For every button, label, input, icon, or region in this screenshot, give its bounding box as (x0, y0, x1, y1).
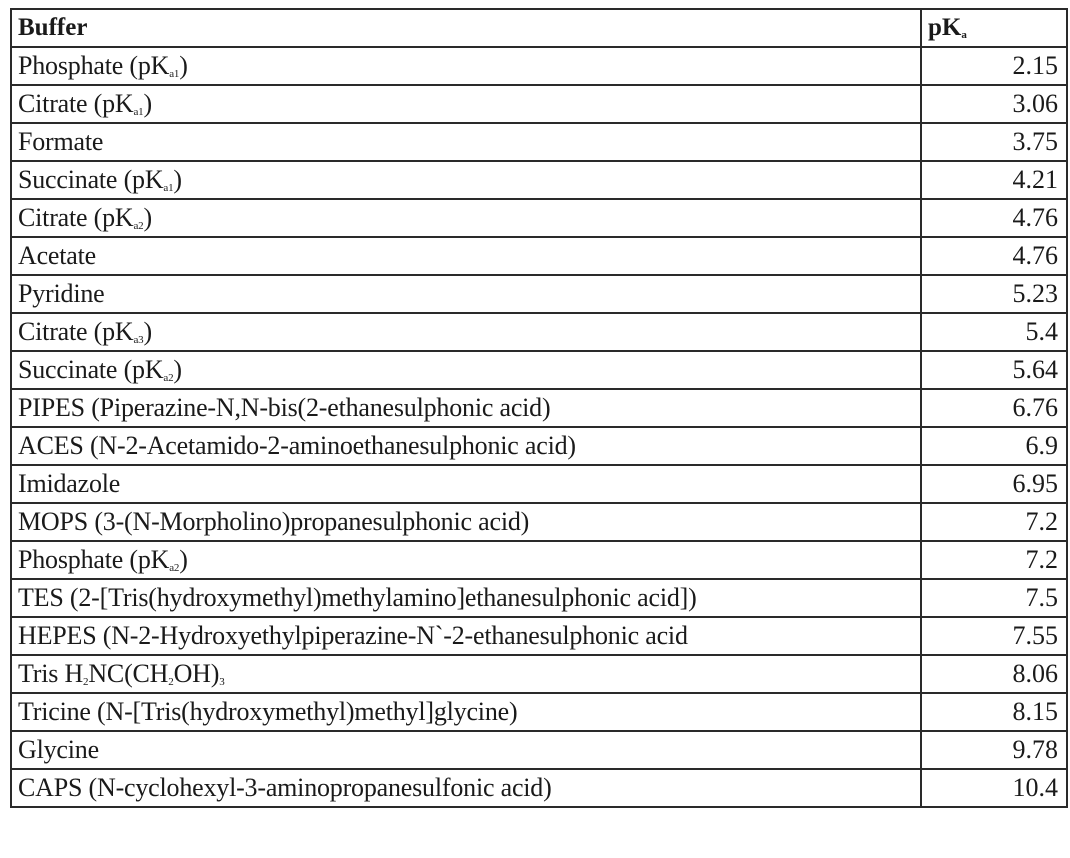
buffer-name-tail: ) (143, 89, 152, 118)
buffer-name-cell (11, 769, 921, 807)
table-row (11, 579, 1067, 617)
buffer-name-cell (11, 237, 921, 275)
pka-value-cell: 10.4 (921, 769, 1067, 807)
buffer-name-cell (11, 123, 921, 161)
buffer-name-tail: ) (143, 317, 152, 346)
buffer-name-cell (11, 655, 921, 693)
buffer-name-tail: ) (173, 355, 182, 384)
pka-value-cell: 7.5 (921, 579, 1067, 617)
buffer-name-tail: ) (173, 165, 182, 194)
table-row (11, 769, 1067, 807)
buffer-name-cell (11, 693, 921, 731)
buffer-name: TES (2-[Tris(hydroxymethyl)methylamino]ethanesulphonic acid]) (18, 583, 697, 612)
header-pka-main: pK (928, 14, 962, 41)
pka-value-cell: 5.64 (921, 351, 1067, 389)
pka-value-cell: 9.78 (921, 731, 1067, 769)
table-header-row (11, 9, 1067, 47)
buffer-pka-table (10, 8, 1068, 808)
table-row (11, 313, 1067, 351)
pka-subscript: a3 (133, 334, 144, 346)
table-row (11, 237, 1067, 275)
table-row (11, 123, 1067, 161)
buffer-name: Imidazole (18, 469, 121, 498)
buffer-name: Phosphate (pK (18, 545, 170, 574)
buffer-name: Succinate (pK (18, 355, 164, 384)
formula-part: OH) (173, 659, 220, 688)
table-row (11, 85, 1067, 123)
buffer-name: CAPS (N-cyclohexyl-3-aminopropanesulfonic acid) (18, 773, 552, 802)
pka-value-cell: 4.76 (921, 237, 1067, 275)
buffer-table-container (10, 8, 1066, 808)
table-row (11, 47, 1067, 85)
table-row (11, 389, 1067, 427)
pka-value-cell: 7.2 (921, 503, 1067, 541)
buffer-name: PIPES (Piperazine-N,N-bis(2-ethanesulphonic acid) (18, 393, 551, 422)
buffer-name: Pyridine (18, 279, 105, 308)
table-row (11, 199, 1067, 237)
formula-part: Tris H (18, 659, 84, 688)
buffer-name-cell (11, 579, 921, 617)
buffer-name: Citrate (pK (18, 203, 134, 232)
buffer-name-cell (11, 47, 921, 85)
pka-value-cell: 3.06 (921, 85, 1067, 123)
pka-value-cell: 6.95 (921, 465, 1067, 503)
buffer-name: Acetate (18, 241, 96, 270)
buffer-name: ACES (N-2-Acetamido-2-aminoethanesulphonic acid) (18, 431, 576, 460)
buffer-name-tail: ) (179, 51, 188, 80)
buffer-name-cell (11, 617, 921, 655)
header-pka-sub: a (961, 29, 967, 41)
buffer-name: Citrate (pK (18, 317, 134, 346)
table-row (11, 693, 1067, 731)
buffer-name-tail: ) (179, 545, 188, 574)
table-row (11, 541, 1067, 579)
formula-subscript: 2 (83, 676, 89, 688)
pka-value-cell: 4.76 (921, 199, 1067, 237)
buffer-name: MOPS (3-(N-Morpholino)propanesulphonic acid) (18, 507, 530, 536)
buffer-name: HEPES (N-2-Hydroxyethylpiperazine-N`-2-ethanesulphonic acid (18, 621, 688, 650)
table-row (11, 161, 1067, 199)
pka-value-cell: 6.76 (921, 389, 1067, 427)
buffer-name: Succinate (pK (18, 165, 164, 194)
table-row (11, 731, 1067, 769)
pka-value-cell: 5.4 (921, 313, 1067, 351)
pka-subscript: a2 (169, 562, 180, 574)
buffer-name-cell (11, 503, 921, 541)
pka-value-cell: 8.06 (921, 655, 1067, 693)
pka-value-cell: 5.23 (921, 275, 1067, 313)
pka-value-cell: 4.21 (921, 161, 1067, 199)
buffer-name-cell (11, 389, 921, 427)
table-row (11, 617, 1067, 655)
buffer-name: Tricine (N-[Tris(hydroxymethyl)methyl]glycine) (18, 697, 518, 726)
formula-part: NC(CH (88, 659, 169, 688)
pka-value-cell: 3.75 (921, 123, 1067, 161)
buffer-name-cell (11, 199, 921, 237)
table-row (11, 503, 1067, 541)
buffer-name-cell (11, 85, 921, 123)
pka-value-cell: 7.2 (921, 541, 1067, 579)
formula-subscript: 2 (168, 676, 174, 688)
pka-value-cell: 8.15 (921, 693, 1067, 731)
buffer-name-cell (11, 275, 921, 313)
table-row (11, 275, 1067, 313)
header-buffer: Buffer (11, 9, 921, 47)
buffer-name: Citrate (pK (18, 89, 134, 118)
buffer-name-cell (11, 731, 921, 769)
pka-subscript: a2 (133, 220, 144, 232)
formula-subscript: 3 (219, 676, 225, 688)
pka-subscript: a1 (133, 106, 144, 118)
table-row (11, 655, 1067, 693)
pka-subscript: a2 (163, 372, 174, 384)
table-row (11, 465, 1067, 503)
buffer-name-cell (11, 541, 921, 579)
pka-value-cell: 6.9 (921, 427, 1067, 465)
buffer-name-cell (11, 465, 921, 503)
buffer-name-tail: ) (143, 203, 152, 232)
buffer-name-cell (11, 351, 921, 389)
buffer-name: Phosphate (pK (18, 51, 170, 80)
buffer-name: Formate (18, 127, 104, 156)
pka-value-cell: 7.55 (921, 617, 1067, 655)
table-row (11, 351, 1067, 389)
pka-subscript: a1 (169, 68, 180, 80)
buffer-name-cell (11, 427, 921, 465)
table-body (11, 47, 1067, 807)
pka-value-cell: 2.15 (921, 47, 1067, 85)
buffer-name-cell (11, 313, 921, 351)
pka-subscript: a1 (163, 182, 174, 194)
header-pka (921, 9, 1067, 47)
table-row (11, 427, 1067, 465)
buffer-name-cell (11, 161, 921, 199)
buffer-name: Glycine (18, 735, 99, 764)
